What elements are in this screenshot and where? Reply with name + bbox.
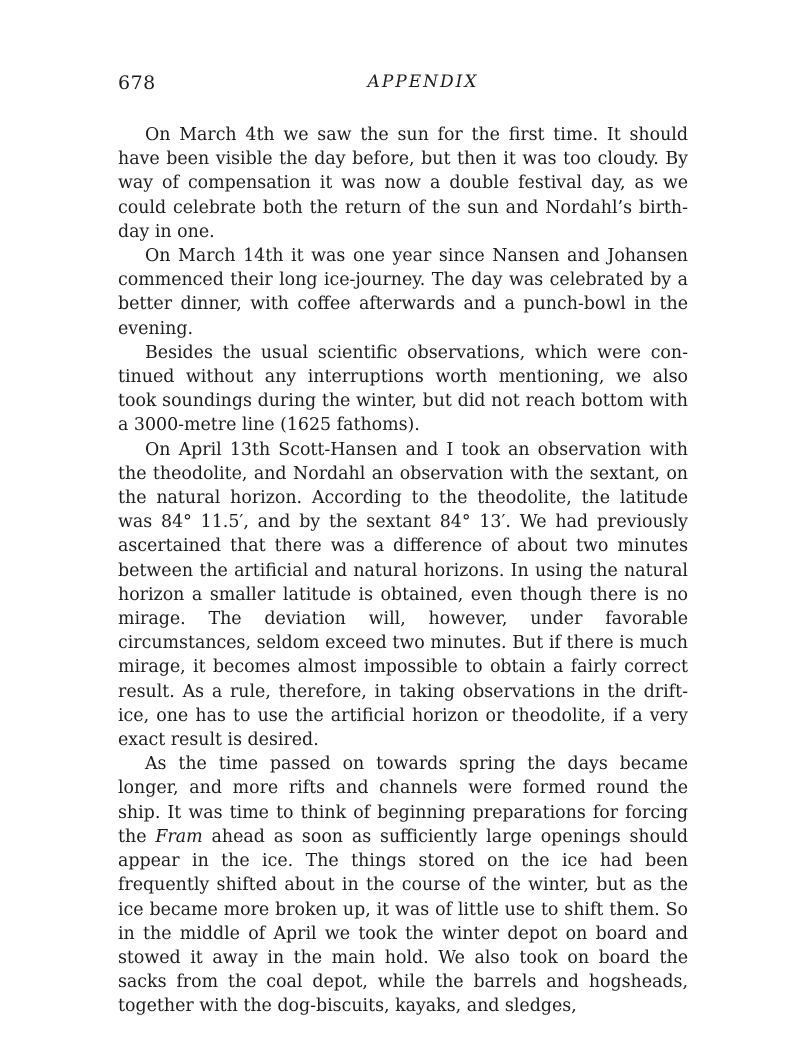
ship-name: Fram	[155, 826, 203, 847]
running-head: APPENDIX	[367, 72, 479, 92]
paragraph-observation: On April 13th Scott-Hansen and I took an observation with the theodolite, and Nordahl an observation with the sextant, on the natural horizon. According to the theodolite, the latitude was 84° 11.5′, and by the sextant 84° 13′. We had previously ascertained that there was a difference of about two minutes between the artificial and natural horizons. In using the natural horizon a smaller latitude is obtained, even though there is no mirage. The deviation will, however, under favorable circumstances, seldom exceed two minutes. But if there is much mirage, it becomes almost impossible to obtain a fairly correct result. As a rule, therefore, in taking observations in the drift-ice, one has to use the artificial horizon or theodolite, if a very exact result is desired.	[118, 439, 688, 751]
paragraph-sun-return: On March 4th we saw the sun for the first time. It should have been visible the day before, but then it was too cloudy. By way of compensation it was now a double festival day, as we could celebrate both the return of the sun and Nordahl’s birthday in one.	[118, 125, 688, 242]
paragraph-text-before: As the time passed on towards spring the days became longer, and more rifts and channels were formed round the ship. It was time to think of beginning preparations for forcing the	[118, 754, 688, 847]
paragraph-anniversary: On March 14th it was one year since Nansen and Johansen commenced their long ice-journey. The day was celebrated by a better dinner, with coffee afterwards and a punch-bowl in the evening.	[118, 246, 688, 339]
page-number: 678	[118, 72, 156, 94]
paragraph-soundings: Besides the usual scientific observations, which were continued without any interruptions worth mentioning, we also took soundings during the winter, but did not reach bottom with a 3000-metre line (1625 fathoms).	[118, 342, 688, 436]
paragraph-text-after: ahead as soon as sufficiently large openings should appear in the ice. The things stored on the ice had been frequently shifted about in the course of the winter, but as the ice became more broken up, it was of little use to shift them. So in the middle of April we took the winter depot on board and stowed it away in the main hold. We also took on board the sacks from the coal depot, while the barrels and hogsheads, together with the dog-biscuits, kayaks, and sledges,	[118, 826, 688, 1017]
body-text	[118, 123, 688, 1019]
paragraph-spring-preparations	[118, 752, 688, 1018]
page-header	[118, 72, 688, 100]
